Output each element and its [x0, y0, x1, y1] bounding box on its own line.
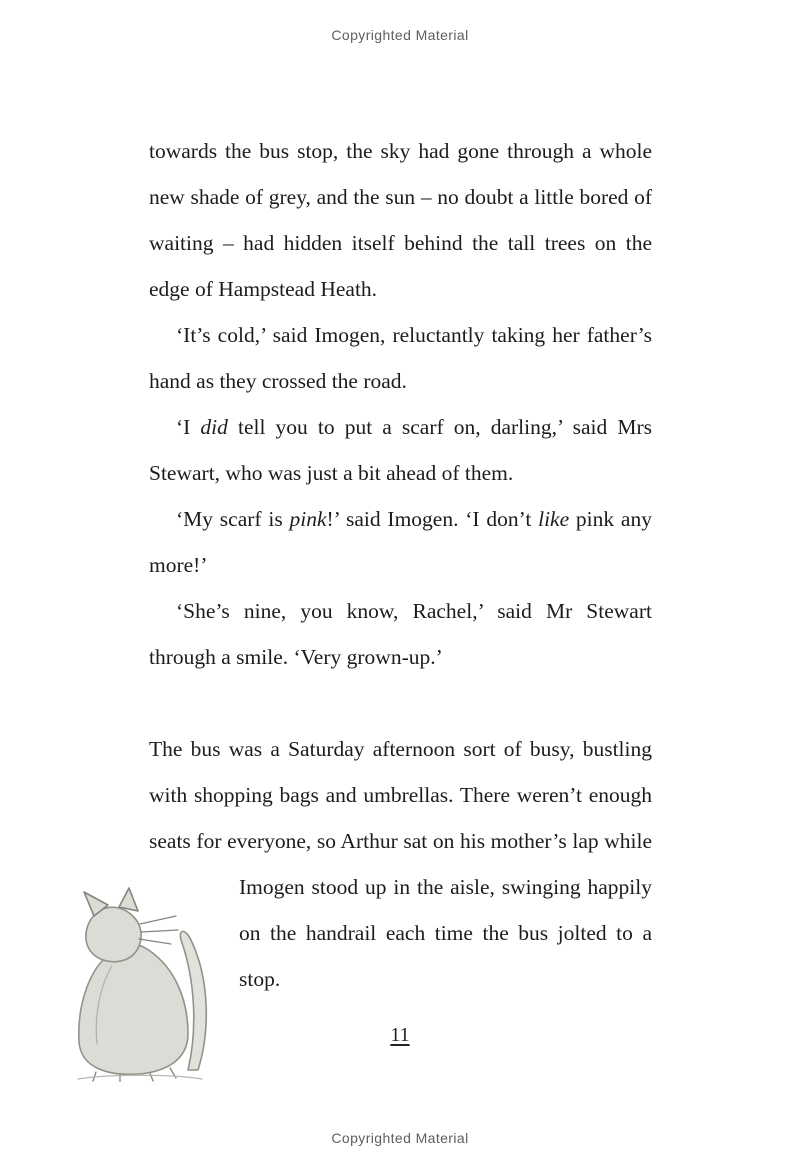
text-segment: ‘It’s cold,’ said Imogen, reluctantly taking her father’s hand as they crossed the road.	[149, 323, 652, 393]
copyright-notice-bottom: Copyrighted Material	[331, 1130, 469, 1146]
italic-text-segment: did	[200, 415, 228, 439]
text-segment: The bus was a Saturday afternoon sort of busy, bustling with shopping bags and umbrellas. There weren’t enough seats for everyone, so Arthur sat on his mother’s lap while Imogen stood up in the aisle, swinging happily on the handrail each time the bus jolted to a stop.	[149, 737, 652, 991]
text-segment: ‘My scarf is	[176, 507, 290, 531]
italic-text-segment: like	[538, 507, 570, 531]
paragraph	[149, 496, 652, 588]
paragraph	[149, 588, 652, 680]
copyright-notice-top: Copyrighted Material	[331, 27, 469, 43]
cat-illustration	[50, 882, 240, 1082]
text-segment: towards the bus stop, the sky had gone through a whole new shade of grey, and the sun – no doubt a little bored of waiting – had hidden itself behind the tall trees on the edge of Hampstead Heath.	[149, 139, 652, 301]
cat-sketch-drawing	[50, 882, 240, 1082]
text-segment: ‘She’s nine, you know, Rachel,’ said Mr Stewart through a smile. ‘Very grown-up.’	[149, 599, 652, 669]
paragraph	[149, 128, 652, 312]
paragraph	[149, 312, 652, 404]
text-segment: ‘I	[176, 415, 201, 439]
text-segment: tell you to put a scarf on, darling,’ said Mrs Stewart, who was just a bit ahead of them.	[149, 415, 653, 485]
paragraph	[149, 404, 652, 496]
page-number: 11	[390, 1024, 410, 1046]
text-segment: pink any more!’	[149, 507, 652, 577]
italic-text-segment: pink	[289, 507, 327, 531]
text-segment: !’ said Imogen. ‘I don’t	[326, 507, 539, 531]
